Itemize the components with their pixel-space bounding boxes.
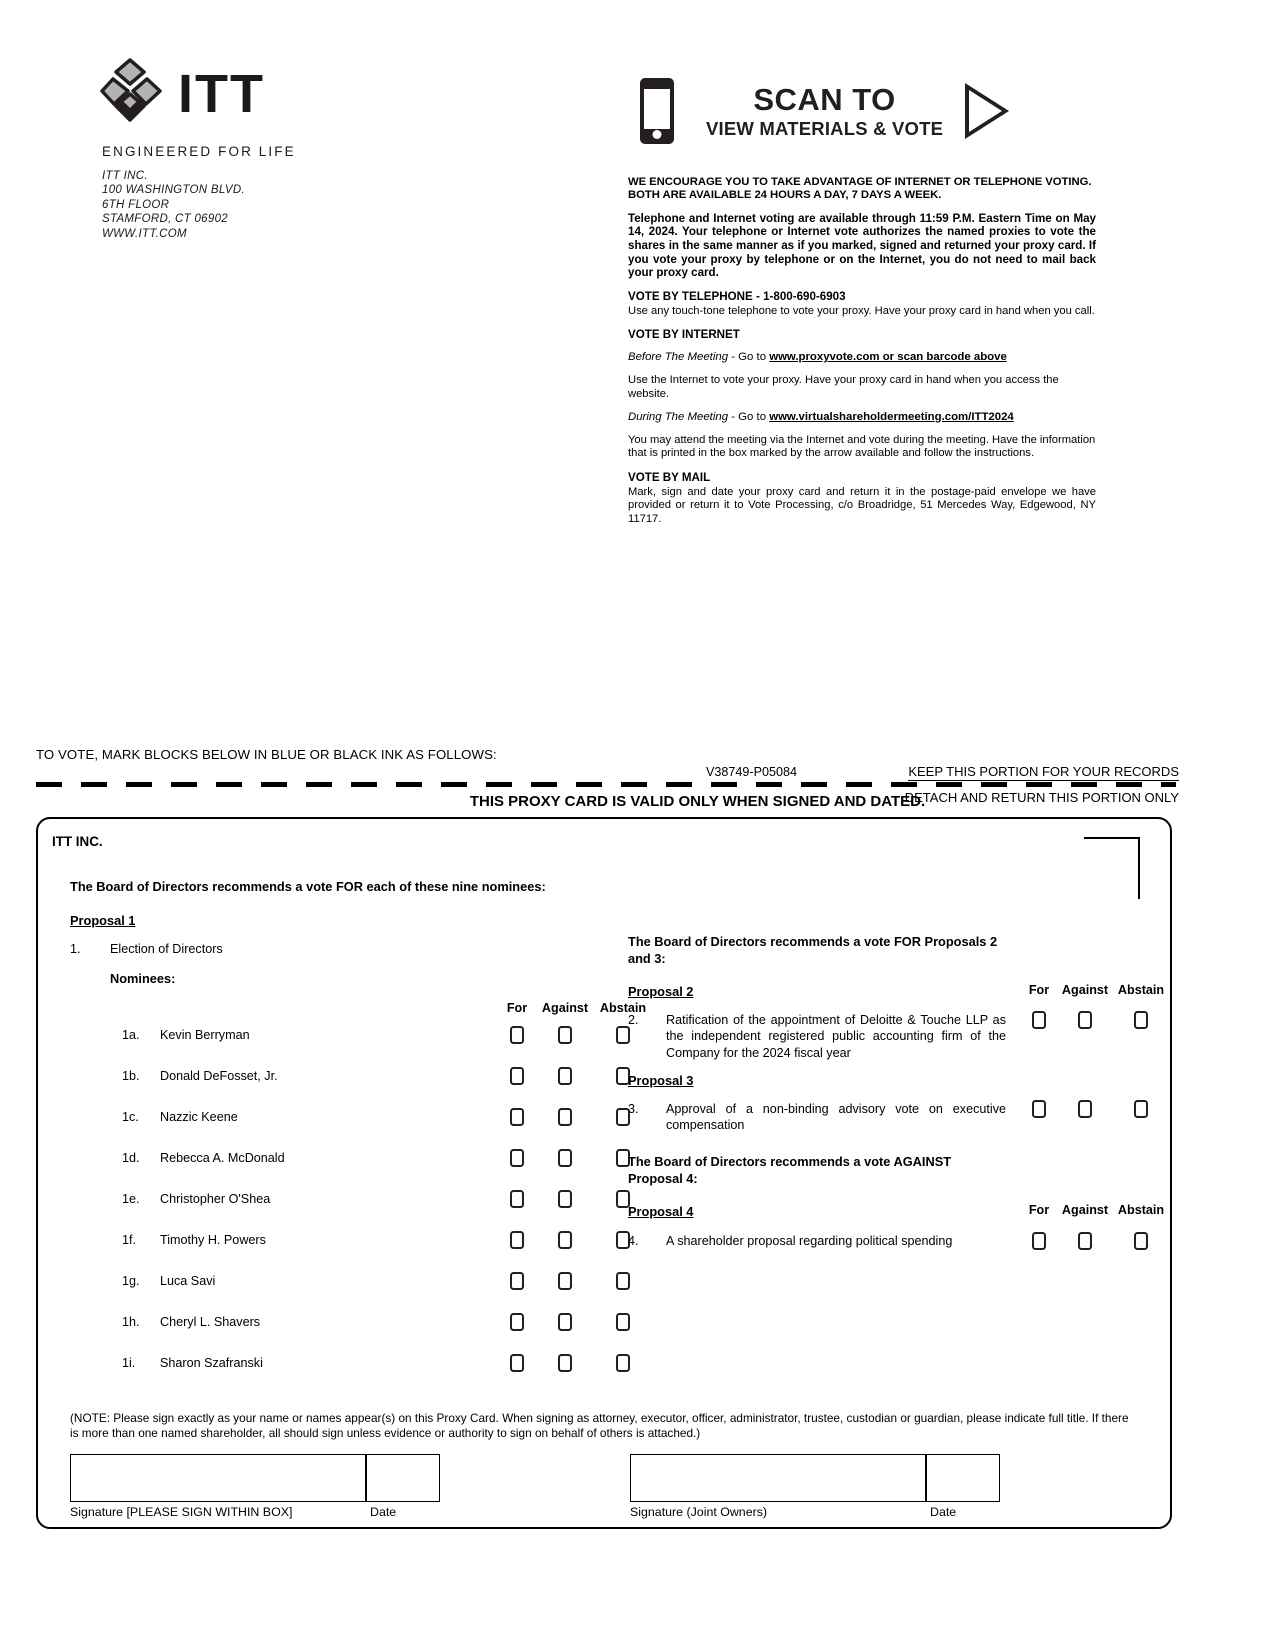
nominee-row: [70, 1315, 630, 1356]
column-header-for: For: [1028, 1203, 1050, 1218]
signing-note: (NOTE: Please sign exactly as your name or names appear(s) on this Proxy Card. When signing as attorney, executor, officer, administrator, trustee, custodian or guardian, please indicate full title. If there is more than one named shareholder, all should sign unless evidence or authority to sign on behalf of others is attached.): [70, 1411, 1129, 1440]
nominee-row: [70, 1233, 630, 1274]
proposal-1-number: 1.: [70, 941, 81, 956]
itt-logo-icon: [100, 58, 162, 130]
during-meeting-line: [628, 410, 1096, 424]
nominee-abstain-checkbox[interactable]: [616, 1272, 630, 1290]
vote-by-mail-body: Mark, sign and date your proxy card and return it in the postage-paid envelope we have provided or return it to Vote Processing, c/o Broadridge, 51 Mercedes Way, Edgewood, NY 11717.: [628, 485, 1096, 525]
tear-off-dashed-line: [36, 782, 1176, 787]
proposal-4-abstain-checkbox[interactable]: [1134, 1232, 1148, 1250]
proposal-2-text: Ratification of the appointment of Deloitte & Touche LLP as the independent registered public accounting firm of the Company for the 2024 fiscal year: [666, 1013, 1006, 1060]
nominee-for-checkbox[interactable]: [510, 1149, 524, 1167]
nominee-name: Donald DeFosset, Jr.: [160, 1068, 278, 1083]
proposal-2-item: [628, 1012, 1148, 1061]
smartphone-icon: [640, 78, 674, 144]
proposal-2-header-row: [628, 983, 1165, 1001]
proposal-1-item: [70, 942, 630, 956]
nominee-against-checkbox[interactable]: [558, 1272, 572, 1290]
date-field-2[interactable]: [926, 1454, 1000, 1502]
proposal-4-header-row: [628, 1203, 1165, 1221]
nominee-id: 1f.: [122, 1232, 137, 1247]
address-line: STAMFORD, CT 06902: [102, 213, 228, 226]
nominee-id: 1b.: [122, 1068, 140, 1083]
nominee-name: Timothy H. Powers: [160, 1232, 266, 1247]
nominee-for-checkbox[interactable]: [510, 1354, 524, 1372]
during-meeting-label: During The Meeting: [628, 410, 729, 423]
nominee-row: [70, 1110, 630, 1151]
nominee-for-checkbox[interactable]: [510, 1272, 524, 1290]
proposal-3-abstain-checkbox[interactable]: [1134, 1100, 1148, 1118]
column-header-abstain: Abstain: [1117, 1203, 1165, 1218]
scan-to-vote-banner: [640, 78, 1009, 144]
nominee-name: Christopher O'Shea: [160, 1191, 271, 1206]
vote-by-telephone-body: Use any touch-tone telephone to vote your proxy. Have your proxy card in hand when you call.: [628, 304, 1095, 317]
proposal-1-text: Election of Directors: [110, 941, 223, 956]
corner-registration-mark: [1084, 837, 1140, 899]
vote-by-internet-heading: VOTE BY INTERNET: [628, 328, 740, 342]
proposal-2-number: 2.: [628, 1013, 639, 1027]
signature-field-1[interactable]: [70, 1454, 366, 1502]
address-line: 6TH FLOOR: [102, 198, 170, 211]
address-line: ITT INC.: [102, 170, 148, 182]
column-header-against: Against: [1061, 983, 1109, 997]
proposal-3-number: 3.: [628, 1101, 639, 1116]
nominee-name: Nazzic Keene: [160, 1109, 238, 1124]
scan-subheading: VIEW MATERIALS & VOTE: [706, 117, 944, 139]
before-meeting-line: [628, 350, 1096, 364]
proxy-valid-notice: THIS PROXY CARD IS VALID ONLY WHEN SIGNED AND DATED.: [469, 793, 926, 810]
nominee-for-checkbox[interactable]: [510, 1108, 524, 1126]
proposal-2-for-checkbox[interactable]: [1032, 1011, 1046, 1029]
nominee-against-checkbox[interactable]: [558, 1067, 572, 1085]
proposal-3-item: [628, 1101, 1148, 1134]
proposals-2-3-4-column: [628, 934, 1165, 1250]
nominee-for-checkbox[interactable]: [510, 1190, 524, 1208]
keep-portion-label: KEEP THIS PORTION FOR YOUR RECORDS: [908, 764, 1179, 779]
proposal-4-item: [628, 1233, 1148, 1249]
virtual-meeting-url-link[interactable]: www.virtualshareholdermeeting.com/ITT2024: [769, 410, 1014, 423]
nominee-row: [70, 1069, 630, 1110]
proposal-3-text: Approval of a non-binding advisory vote on executive compensation: [666, 1101, 1006, 1133]
date-label-1: Date: [370, 1505, 397, 1519]
signature-label-1: Signature [PLEASE SIGN WITHIN BOX]: [70, 1505, 293, 1519]
board-recommendation-nominees: The Board of Directors recommends a vote FOR each of these nine nominees:: [70, 879, 546, 894]
before-meeting-label: Before The Meeting: [628, 351, 729, 364]
control-number: V38749-P05084: [706, 765, 798, 779]
signature-field-2[interactable]: [630, 1454, 926, 1502]
during-meeting-body: You may attend the meeting via the Internet and vote during the meeting. Have the information that is printed in the box marked by the arrow available and follow the instructions.: [628, 433, 1096, 460]
nominee-name: Luca Savi: [160, 1273, 216, 1288]
nominee-against-checkbox[interactable]: [558, 1190, 572, 1208]
logo-row: [100, 55, 430, 133]
nominee-against-checkbox[interactable]: [558, 1026, 572, 1044]
proposal-4-text: A shareholder proposal regarding political spending: [666, 1234, 953, 1249]
proxy-card: [36, 817, 1172, 1529]
proposal-1-column: [70, 879, 647, 1397]
proposal-3-for-checkbox[interactable]: [1032, 1100, 1046, 1118]
nominee-against-checkbox[interactable]: [558, 1231, 572, 1249]
vote-column-headers-left: [70, 1000, 647, 1018]
column-header-for: For: [1028, 983, 1050, 997]
board-recommendation-for: The Board of Directors recommends a vote FOR Proposals 2 and 3:: [628, 934, 998, 966]
column-header-for: For: [506, 1000, 528, 1015]
before-meeting-body: Use the Internet to vote your proxy. Have your proxy card in hand when you access the website.: [628, 374, 1059, 400]
nominee-id: 1h.: [122, 1314, 140, 1329]
company-tagline: ENGINEERED FOR LIFE: [102, 144, 296, 159]
nominee-for-checkbox[interactable]: [510, 1026, 524, 1044]
nominee-name: Kevin Berryman: [160, 1027, 250, 1042]
play-triangle-icon: [965, 83, 1009, 139]
nominee-row: [70, 1028, 630, 1069]
date-label-2: Date: [930, 1505, 957, 1519]
column-header-abstain: Abstain: [599, 1000, 647, 1015]
nominee-row: [70, 1356, 630, 1397]
instructions-intro: Telephone and Internet voting are available through 11:59 P.M. Eastern Time on May 14, 2024. Your telephone or Internet vote authorizes the named proxies to vote the shares in the same manner as if you marked, signed and returned your proxy card. If you vote your proxy by telephone or on the Internet, you do not need to mail back your proxy card.: [628, 211, 1096, 280]
proposal-4-against-checkbox[interactable]: [1078, 1232, 1092, 1250]
address-line: WWW.ITT.COM: [102, 227, 187, 240]
nominee-abstain-checkbox[interactable]: [616, 1313, 630, 1331]
address-line: 100 WASHINGTON BLVD.: [102, 184, 245, 197]
itt-wordmark: ITT: [178, 64, 265, 124]
card-company-name: ITT INC.: [52, 834, 103, 849]
scan-text: [706, 81, 944, 139]
proposal-1-label: Proposal 1: [70, 912, 136, 928]
date-field-1[interactable]: [366, 1454, 440, 1502]
nominee-name: Rebecca A. McDonald: [160, 1150, 285, 1165]
proposal-4-for-checkbox[interactable]: [1032, 1232, 1046, 1250]
column-header-against: Against: [541, 1000, 589, 1015]
proposal-2-label: Proposal 2: [628, 984, 694, 999]
nominee-abstain-checkbox[interactable]: [616, 1354, 630, 1372]
nominee-row: [70, 1192, 630, 1233]
during-meeting-goto: - Go to: [728, 410, 770, 423]
nominee-list: [70, 1028, 630, 1397]
before-meeting-goto: - Go to: [728, 351, 770, 364]
column-header-against: Against: [1061, 1203, 1109, 1218]
detach-portion-label: DETACH AND RETURN THIS PORTION ONLY: [904, 790, 1179, 805]
proposal-2-against-checkbox[interactable]: [1078, 1011, 1092, 1029]
scan-heading: SCAN TO: [753, 81, 896, 117]
nominee-id: 1d.: [122, 1150, 140, 1165]
nominee-id: 1i.: [122, 1355, 136, 1370]
signature-area: [70, 1454, 1142, 1519]
proposal-3-against-checkbox[interactable]: [1078, 1100, 1092, 1118]
company-address: [102, 169, 430, 241]
proposal-4-label: Proposal 4: [628, 1204, 694, 1220]
company-logo-block: [100, 55, 430, 241]
signature-label-2: Signature (Joint Owners): [630, 1505, 768, 1519]
column-header-abstain: Abstain: [1117, 983, 1165, 997]
nominee-against-checkbox[interactable]: [558, 1149, 572, 1167]
proposal-3-label: Proposal 3: [628, 1072, 694, 1088]
nominee-row: [70, 1151, 630, 1192]
nominee-against-checkbox[interactable]: [558, 1313, 572, 1331]
nominee-id: 1g.: [122, 1273, 140, 1288]
voting-instructions: [628, 176, 1096, 527]
vote-by-telephone-heading: VOTE BY TELEPHONE - 1-800-690-6903: [628, 289, 846, 303]
nominee-id: 1c.: [122, 1109, 139, 1124]
board-recommendation-against: The Board of Directors recommends a vote AGAINST Proposal 4:: [628, 1154, 952, 1186]
nominee-name: Cheryl L. Shavers: [160, 1314, 261, 1329]
nominees-label: Nominees:: [110, 970, 176, 986]
nominee-for-checkbox[interactable]: [510, 1231, 524, 1249]
instructions-heading: WE ENCOURAGE YOU TO TAKE ADVANTAGE OF INTERNET OR TELEPHONE VOTING. BOTH ARE AVAILABLE 24 HOURS A DAY, 7 DAYS A WEEK.: [628, 176, 1092, 202]
nominee-against-checkbox[interactable]: [558, 1108, 572, 1126]
nominee-row: [70, 1274, 630, 1315]
nominee-name: Sharon Szafranski: [160, 1355, 263, 1370]
nominee-id: 1e.: [122, 1191, 140, 1206]
proposal-4-number: 4.: [628, 1234, 639, 1249]
nominee-id: 1a.: [122, 1027, 140, 1042]
proposal-3-header-row: [628, 1072, 1148, 1090]
proposal-2-abstain-checkbox[interactable]: [1134, 1011, 1148, 1029]
to-vote-instruction: TO VOTE, MARK BLOCKS BELOW IN BLUE OR BLACK INK AS FOLLOWS:: [36, 747, 497, 762]
vote-by-mail-heading: VOTE BY MAIL: [628, 470, 711, 484]
nominee-for-checkbox[interactable]: [510, 1313, 524, 1331]
nominee-for-checkbox[interactable]: [510, 1067, 524, 1085]
nominee-against-checkbox[interactable]: [558, 1354, 572, 1372]
proxyvote-url-link[interactable]: www.proxyvote.com or scan barcode above: [769, 351, 1007, 364]
